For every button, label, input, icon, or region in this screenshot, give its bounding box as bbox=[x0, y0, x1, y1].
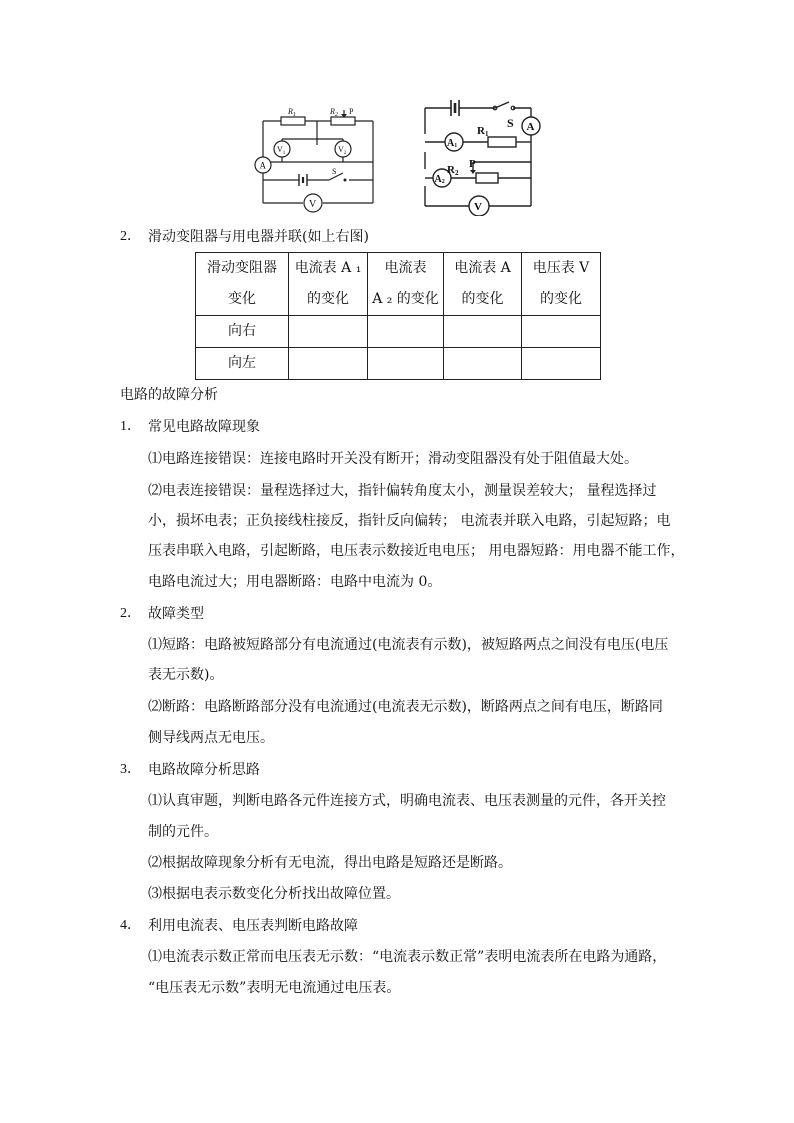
paragraph-line: ⑵断路：电路断路部分没有电流通过(电流表无示数)，断路两点之间有电压，断路同 bbox=[148, 699, 663, 715]
table-cell bbox=[368, 316, 444, 348]
item-title: 常见电路故障现象 bbox=[148, 419, 260, 435]
item-number: 3． bbox=[120, 762, 141, 777]
svg-text:A: A bbox=[526, 121, 535, 133]
table-row-label: 向右 bbox=[196, 316, 289, 348]
svg-text:V1: $V_1$ bbox=[277, 145, 286, 156]
paragraph-line: 表无示数)。 bbox=[148, 667, 224, 683]
svg-text:A1: A1 bbox=[447, 138, 458, 149]
svg-text:A: A bbox=[259, 160, 266, 171]
svg-text:V2: $V_2$ bbox=[338, 145, 347, 156]
table-row-label: 向左 bbox=[196, 348, 289, 380]
table-cell bbox=[444, 348, 522, 380]
circuit-diagram-left bbox=[245, 100, 385, 220]
paragraph-line: ⑵电表连接错误：量程选择过大，指针偏转角度太小，测量误差较大； 量程选择过 bbox=[148, 483, 657, 499]
paragraph-line: ⑴短路：电路被短路部分有电流通过(电流表有示数)，被短路两点之间没有电压(电压 bbox=[148, 637, 669, 653]
table-header-cell: 电流表 A ₂ 的变化 bbox=[368, 253, 444, 316]
table-row bbox=[196, 348, 601, 380]
table-row bbox=[196, 316, 601, 348]
svg-text:A2: A2 bbox=[434, 174, 445, 185]
paragraph-line: ⑴认真审题，判断电路各元件连接方式，明确电流表、电压表测量的元件，各开关控 bbox=[148, 793, 666, 809]
paragraph-line: 侧导线两点无电压。 bbox=[148, 730, 274, 746]
item-number: 1． bbox=[120, 419, 141, 434]
section-title: 电路的故障分析 bbox=[120, 387, 218, 403]
item-number: 4． bbox=[120, 918, 141, 933]
table-cell bbox=[289, 348, 368, 380]
table-header-cell: 电流表 A ₁ 的变化 bbox=[289, 253, 368, 316]
paragraph-line: ⑴电流表示数正常而电压表无示数：“电流表示数正常”表明电流表所在电路为通路， bbox=[148, 949, 667, 965]
table-header-cell: 电压表 V 的变化 bbox=[522, 253, 601, 316]
item-title: 滑动变阻器与用电器并联(如上右图) bbox=[148, 229, 369, 245]
table-header-row bbox=[196, 253, 601, 316]
item-title: 故障类型 bbox=[148, 606, 204, 622]
svg-text:R1: $R_1$ bbox=[288, 107, 296, 118]
svg-text:S: S bbox=[332, 167, 337, 176]
table-header-cell: 电流表 A 的变化 bbox=[444, 253, 522, 316]
paragraph-line: “电压表无示数”表明无电流通过电压表。 bbox=[148, 980, 401, 996]
paragraph-line: ⑶根据电表示数变化分析找出故障位置。 bbox=[148, 886, 400, 902]
svg-text:P: P bbox=[349, 107, 354, 116]
svg-text:P: P bbox=[469, 158, 476, 170]
paragraph-line: ⑵根据故障现象分析有无电流，得出电路是短路还是断路。 bbox=[148, 855, 512, 871]
paragraph-line: 电路电流过大；用电器断路：电路中电流为 0。 bbox=[148, 574, 442, 590]
paragraph-line: 制的元件。 bbox=[148, 824, 218, 840]
paragraph-line: 小，损坏电表；正负接线柱接反，指针反向偏转； 电流表并联入电路，引起短路；电 bbox=[148, 513, 671, 529]
table-cell bbox=[368, 348, 444, 380]
item-title: 利用电流表、电压表判断电路故障 bbox=[148, 918, 358, 934]
table-cell bbox=[522, 348, 601, 380]
svg-text:R1: R1 bbox=[477, 125, 489, 138]
item-number: 2． bbox=[120, 229, 141, 244]
circuit-diagram-right bbox=[415, 94, 555, 216]
change-table bbox=[195, 252, 601, 380]
svg-text:R2: $R_2$ bbox=[330, 107, 338, 118]
table-cell bbox=[289, 316, 368, 348]
table-cell bbox=[522, 316, 601, 348]
table-header-cell: 滑动变阻器 变化 bbox=[196, 253, 289, 316]
paragraph-line: ⑴电路连接错误：连接电路时开关没有断开；滑动变阻器没有处于阻值最大处。 bbox=[148, 451, 638, 467]
svg-text:V: V bbox=[309, 199, 317, 210]
paragraph-line: 压表串联入电路，引起断路，电压表示数接近电电压； 用电器短路：用电器不能工作， bbox=[148, 543, 685, 559]
item-number: 2． bbox=[120, 606, 141, 621]
svg-text:V: V bbox=[474, 201, 482, 213]
table-cell bbox=[444, 316, 522, 348]
item-title: 电路故障分析思路 bbox=[148, 762, 260, 778]
svg-text:S: S bbox=[507, 116, 514, 130]
svg-text:R2: R2 bbox=[447, 164, 459, 177]
